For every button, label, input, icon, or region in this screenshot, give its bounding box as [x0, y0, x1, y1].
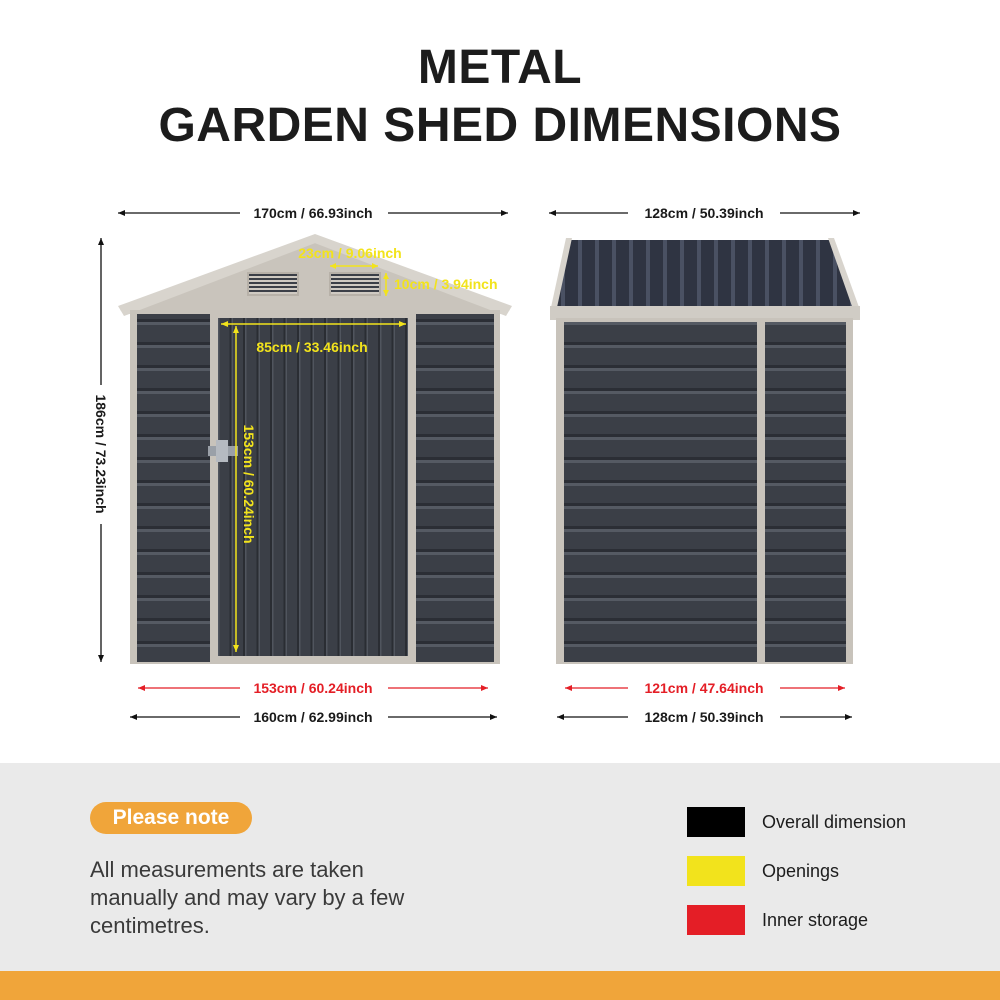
legend-swatch-openings [687, 856, 745, 886]
side-overall-depth-label: 128cm / 50.39inch [644, 205, 764, 221]
front-siding-right [416, 314, 494, 662]
side-roof [552, 240, 858, 308]
vent-height-label: 10cm / 3.94inch [394, 276, 498, 292]
front-overall-width-label: 170cm / 66.93inch [253, 205, 373, 221]
vent-width-label: 23cm / 9.06inch [298, 245, 402, 261]
note-text: All measurements are taken manually and may vary by a few centimetres. [90, 857, 405, 938]
legend-label-overall: Overall dimension [762, 812, 907, 832]
title-line-2: GARDEN SHED DIMENSIONS [158, 99, 842, 152]
front-siding-left [137, 314, 210, 662]
door-height-label: 153cm / 60.24inch [241, 424, 257, 544]
legend-label-inner-storage: Inner storage [762, 910, 869, 930]
side-shed [550, 238, 860, 664]
bottom-accent-bar [0, 971, 1000, 1000]
vent-left [248, 273, 298, 295]
side-roof-fascia [550, 306, 860, 320]
title-line-1: METAL [417, 41, 583, 94]
legend-swatch-overall [687, 807, 745, 837]
door-lock [216, 440, 228, 462]
side-siding-right [765, 322, 846, 662]
front-inner-width-label: 153cm / 60.24inch [253, 680, 373, 696]
please-note-badge: Please note [90, 802, 252, 834]
side-inner-depth-label: 121cm / 47.64inch [644, 680, 764, 696]
vent-right [330, 273, 380, 295]
front-base-width-label: 160cm / 62.99inch [253, 709, 373, 725]
front-shed [118, 234, 512, 664]
side-base-depth-label: 128cm / 50.39inch [644, 709, 764, 725]
side-siding-left [564, 322, 757, 662]
front-height-label: 186cm / 73.23inch [93, 394, 109, 514]
legend-label-openings: Openings [762, 861, 840, 881]
door-width-label: 85cm / 33.46inch [256, 339, 368, 355]
legend-swatch-inner-storage [687, 905, 745, 935]
